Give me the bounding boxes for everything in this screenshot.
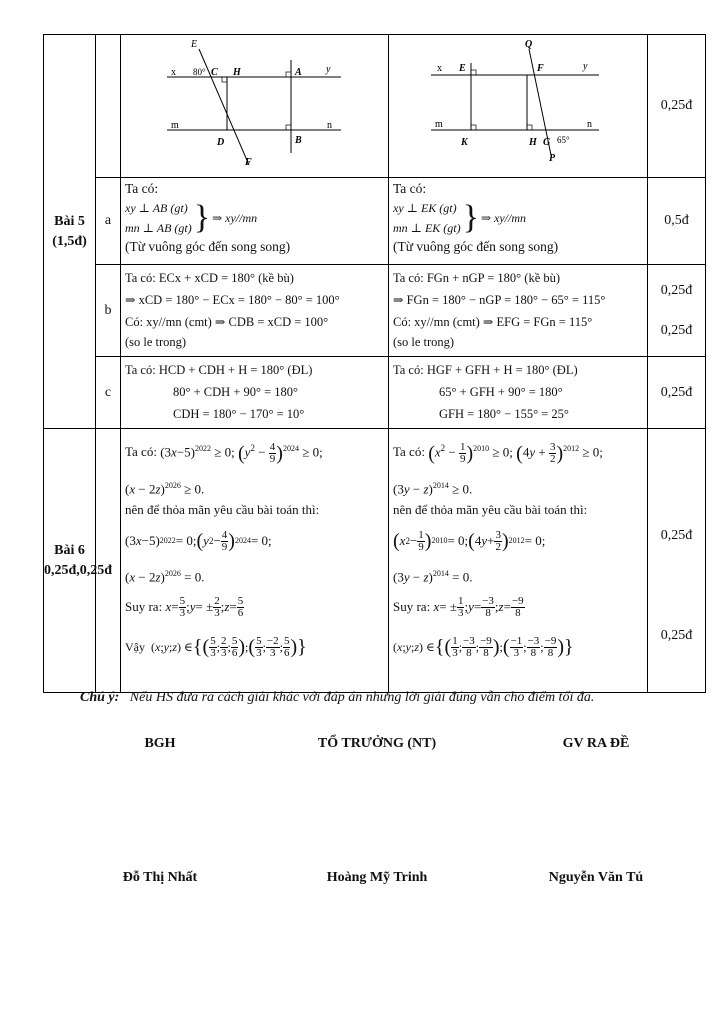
b6-right-l2: nên để thỏa mãn yêu cầu bài toán thì: xyxy=(393,502,588,517)
bai5-sub-b: b xyxy=(96,265,121,357)
sig-title-bgh: BGH xyxy=(144,736,176,751)
fig-right-label: H xyxy=(529,137,537,148)
a-left-line: xy ⊥ AB (gt) xyxy=(125,201,188,215)
fig-right-label: m xyxy=(435,119,443,130)
c-left-line: CDH = 180° − 170° = 10° xyxy=(173,407,305,421)
a-left-line: Ta có: xyxy=(125,181,159,196)
bai6-points-value: 0,25đ xyxy=(660,627,693,643)
a-right-line: ⇒ xy//mn xyxy=(480,211,526,225)
answer-table xyxy=(43,34,706,693)
fig-left-label: D xyxy=(217,137,225,148)
bai5-b-left xyxy=(121,265,389,357)
bai6-right: Ta có: ($x^2$ − $\frac{1}{9}$ )$^{2010}$ ≥ 0; (4y + $\frac{3}{2}$ )$^{2012}$ ≥ 0; $(3y - z)^{2014} \ge 0$. nên để thỏa mãn yêu cầu bài toán thì: ( x 2 − $\frac{1}{9}$ ) 2010 = 0; ( 4 y + $\frac{3}{2}$ ) 2012 = 0; $(3y - z)^{2014} = 0$. Suy ra: x = ± $\frac{1}{3}$ ; y = $\frac{-3}{8}$ ; z = $\frac{-9}{8}$ ( x ; y ; z ) ∈ { ( $\frac{1}{3}$ ; $\frac{-3}{8}$ ; $\frac{-9}{8}$ ) ; ( $\frac{-1}{3}$ ; $\frac{-3}{8}$ ; $\frac{-9}{8}$ ) } xyxy=(389,429,648,693)
a-left-line: ⇒ xy//mn xyxy=(212,211,258,225)
fig-left-label: 80° xyxy=(193,67,206,77)
bai6-points: 0,25đ,0,25đ xyxy=(44,562,113,578)
fig-right-label: F xyxy=(537,63,544,74)
b6-left-l2: nên để thỏa mãn yêu cầu bài toán thì: xyxy=(125,502,320,517)
c-right-line: GFH = 180° − 155° = 25° xyxy=(439,407,569,421)
bai6-left: Ta có: $(3x-5)^{2022} \ge 0$; ($y^2$ − $\frac{4}{9}$ )$^{2024}$ ≥ 0; $(x - 2z)^{2026} \ge 0$. nên để thỏa mãn yêu cầu bài toán thì: (3 x −5) 2022 = 0; ( y 2 − $\frac{4}{9}$ ) 2024 = 0; $(x - 2z)^{2026} = 0$. Suy ra: x = $\frac{5}{3}$ ; y = ± $\frac{2}{3}$ ; z = $\frac{5}{6}$ Vậy ( x ; y ; z ) ∈ { ( $\frac{5}{3}$ ; $\frac{2}{3}$ ; $\frac{5}{6}$ ) ; ( $\frac{5}{3}$ ; $\frac{-2}{3}$ ; $\frac{5}{6}$ ) } xyxy=(121,429,389,693)
a-right-line: (Từ vuông góc đến song song) xyxy=(393,239,559,254)
fig-left-label: C xyxy=(211,67,218,78)
figure-sub-cell xyxy=(96,35,121,178)
note xyxy=(80,690,594,706)
fig-right-label: n xyxy=(587,119,592,130)
bai5-points: (1,5đ) xyxy=(52,233,87,249)
figure-right xyxy=(389,35,648,172)
bai6-points-value: 0,25đ xyxy=(660,527,693,543)
b-right-line: Có: xy//mn (cmt) ⇒ EFG = FGn = 115° xyxy=(393,315,593,329)
fig-right-label: K xyxy=(461,137,468,148)
a-left-line: mn ⊥ AB (gt) xyxy=(125,221,192,235)
bai6-sub-cell xyxy=(96,429,121,693)
fig-right-label: Q xyxy=(525,39,533,50)
a-right-line: Ta có: xyxy=(393,181,427,196)
fig-left-label: y xyxy=(326,64,331,75)
fig-left-label: A xyxy=(295,67,302,78)
fig-left-label: x xyxy=(171,67,176,78)
fig-right-label: P xyxy=(549,153,556,164)
c-left-line: 80° + CDH + 90° = 180° xyxy=(173,385,299,399)
sig-title-gv: GV RA ĐỀ xyxy=(562,736,630,751)
fig-right-label: E xyxy=(459,63,466,74)
fig-left-label: n xyxy=(327,120,332,131)
bai5-b-points-cell xyxy=(648,265,706,357)
b6-right-l1: Ta có: xyxy=(393,444,425,459)
b6-left-l1: Ta có: xyxy=(125,444,157,459)
fig-right-label: G xyxy=(543,137,551,148)
bai5-sub-c: c xyxy=(96,357,121,429)
bai5-a-points: 0,5đ xyxy=(648,178,706,265)
fig-left-label: m xyxy=(171,120,179,131)
sig-name-gv: Nguyễn Văn Tú xyxy=(548,870,644,885)
fig-left-label: E xyxy=(191,39,198,50)
figure-points: 0,25đ xyxy=(648,35,706,178)
bai5-b-points: 0,25đ xyxy=(660,282,693,298)
b-left-line: ⇒ xCD = 180° − ECx = 180° − 80° = 100° xyxy=(125,293,340,307)
sig-title-totruong: TỔ TRƯỞNG (NT) xyxy=(317,736,437,751)
bai5-c-points: 0,25đ xyxy=(648,357,706,429)
note-label: Chú ý: xyxy=(80,690,120,705)
b-right-line: (so le trong) xyxy=(393,335,455,349)
bai6-label: Bài 6 xyxy=(54,542,85,558)
fig-left-label: F xyxy=(245,157,252,168)
bai5-b-right xyxy=(389,265,648,357)
note-text: Nếu HS đưa ra cách giải khác với đáp án nhưng lời giải đúng vẫn cho điểm tối đa. xyxy=(129,690,595,705)
fig-right-label: 65° xyxy=(557,135,570,145)
bai6-points-cell xyxy=(648,429,706,693)
fig-left-label: B xyxy=(295,135,302,146)
figure-left-cell xyxy=(121,35,389,178)
c-left-line: Ta có: HCD + CDH + H = 180° (ĐL) xyxy=(125,363,313,377)
b6-left-l3: Suy ra: xyxy=(125,599,163,614)
sig-name-totruong: Hoàng Mỹ Trinh xyxy=(326,870,428,885)
bai5-label-cell xyxy=(44,35,96,429)
figure-right-cell xyxy=(389,35,648,178)
fig-right-label: y xyxy=(583,61,588,72)
b-right-line: ⇒ FGn = 180° − nGP = 180° − 65° = 115° xyxy=(393,293,606,307)
bai6-label-cell xyxy=(44,429,113,693)
sig-name-bgh: Đỗ Thị Nhất xyxy=(122,870,198,885)
fig-right-label: x xyxy=(437,63,442,74)
bai5-b-points: 0,25đ xyxy=(660,322,693,338)
b-left-line: Ta có: ECx + xCD = 180° (kề bù) xyxy=(125,271,294,285)
bai5-c-left xyxy=(121,357,389,429)
bai5-a-left: Ta có: xy ⊥ AB (gt) mn ⊥ AB (gt) } ⇒ xy//mn (Từ vuông góc đến song song) xyxy=(121,178,389,265)
c-right-line: 65° + GFH + 90° = 180° xyxy=(439,385,563,399)
b6-left-l4: Vậy xyxy=(125,640,145,654)
bai5-label: Bài 5 xyxy=(54,213,85,229)
fig-left-label: H xyxy=(233,67,241,78)
bai5-sub-a: a xyxy=(96,178,121,265)
b6-right-l3: Suy ra: xyxy=(393,599,431,614)
a-right-line: xy ⊥ EK (gt) xyxy=(393,201,457,215)
b-left-line: (so le trong) xyxy=(125,335,187,349)
a-right-line: mn ⊥ EK (gt) xyxy=(393,221,461,235)
b-right-line: Ta có: FGn + nGP = 180° (kề bù) xyxy=(393,271,561,285)
bai5-a-right: Ta có: xy ⊥ EK (gt) mn ⊥ EK (gt) } ⇒ xy//mn (Từ vuông góc đến song song) xyxy=(389,178,648,265)
figure-left xyxy=(121,35,389,172)
bai5-c-right xyxy=(389,357,648,429)
b-left-line: Có: xy//mn (cmt) ⇒ CDB = xCD = 100° xyxy=(125,315,329,329)
a-left-line: (Từ vuông góc đến song song) xyxy=(125,239,291,254)
c-right-line: Ta có: HGF + GFH + H = 180° (ĐL) xyxy=(393,363,578,377)
